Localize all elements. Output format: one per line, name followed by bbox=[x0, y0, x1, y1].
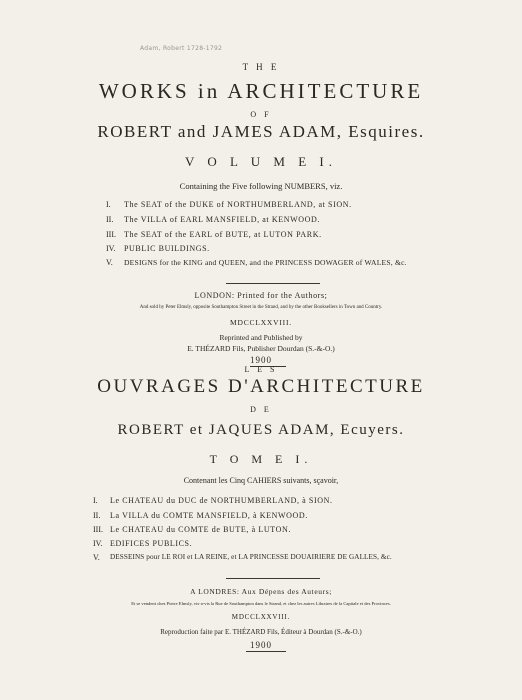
en-number-5-num: V. bbox=[106, 258, 113, 267]
fr-main-title: OUVRAGES D'ARCHITECTURE bbox=[97, 376, 425, 397]
fr-de: D E bbox=[250, 405, 272, 414]
fr-number-3-num: III. bbox=[93, 525, 103, 534]
en-reprint-year: 1900 bbox=[250, 355, 272, 365]
en-main-title: WORKS in ARCHITECTURE bbox=[98, 79, 424, 103]
en-year: MDCCLXXVIII. bbox=[230, 318, 292, 327]
fr-number-4-num: IV. bbox=[93, 539, 103, 548]
en-volume: V O L U M E I. bbox=[185, 154, 337, 169]
fr-containing: Contenant les Cinq CAHIERS suivants, sçavoir, bbox=[183, 476, 339, 485]
fr-tome: T O M E I. bbox=[209, 452, 313, 466]
fr-reprint-year: 1900 bbox=[250, 640, 272, 650]
en-reprint-line-1: Reprinted and Published by bbox=[219, 333, 303, 342]
fr-year-rule bbox=[246, 651, 286, 652]
fr-number-3-text: Le CHATEAU du COMTE de BUTE, à LUTON. bbox=[110, 525, 291, 534]
en-number-3-num: III. bbox=[106, 230, 116, 239]
fr-divider bbox=[226, 578, 320, 579]
fr-year: MDCCLXXVIII. bbox=[231, 613, 291, 621]
fr-imprint: A LONDRES: Aux Dépens des Auteurs; bbox=[190, 587, 332, 596]
en-number-3-text: The SEAT of the EARL of BUTE, at LUTON PARK. bbox=[124, 230, 322, 239]
en-of: O F bbox=[250, 110, 272, 119]
en-imprint: LONDON: Printed for the Authors; bbox=[194, 291, 328, 300]
fr-authors: ROBERT et JAQUES ADAM, Ecuyers. bbox=[117, 422, 405, 438]
en-authors: ROBERT and JAMES ADAM, Esquires. bbox=[97, 122, 425, 141]
pencil-annotation: Adam, Robert 1728-1792 bbox=[140, 45, 223, 52]
en-number-5-text: DESIGNS for the KING and QUEEN, and the PRINCESS DOWAGER of WALES, &c. bbox=[124, 258, 407, 267]
en-sold-by: And sold by Peter Elmsly, opposite Southampton Street in the Strand, and by the other Booksellers in Town and Country. bbox=[139, 305, 383, 310]
en-number-2-text: The VILLA of EARL MANSFIELD, at KENWOOD. bbox=[124, 215, 320, 224]
en-number-4-text: PUBLIC BUILDINGS. bbox=[124, 244, 210, 253]
fr-number-4-text: EDIFICES PUBLICS. bbox=[110, 539, 193, 548]
en-reprint-line-2: E. THÉZARD Fils, Publisher Dourdan (S.-&-O.) bbox=[187, 344, 335, 353]
fr-sold-by: Et se vendent chez Pierre Elmsly, vis-a-vis la Rue de Southampton dans le Strand, et chez les autres Libraires de la Capitale et des Provinces. bbox=[131, 601, 391, 606]
fr-reprint: Reproduction faite par E. THÉZARD Fils, Éditeur à Dourdan (S.-&-O.) bbox=[160, 628, 362, 636]
fr-number-1-text: Le CHATEAU du DUC de NORTHUMBERLAND, à SION. bbox=[110, 496, 333, 505]
fr-number-5-text: DESSEINS pour LE ROI et LA REINE, et LA PRINCESSE DOUAIRIERE DE GALLES, &c. bbox=[110, 553, 392, 561]
en-divider bbox=[226, 283, 320, 284]
en-number-1-text: The SEAT of the DUKE of NORTHUMBERLAND, at SION. bbox=[124, 200, 352, 209]
en-number-1-num: I. bbox=[106, 200, 111, 209]
fr-number-1-num: I. bbox=[93, 496, 98, 505]
fr-number-2-num: II. bbox=[93, 511, 101, 520]
en-the: T H E bbox=[242, 62, 280, 72]
en-number-4-num: IV. bbox=[106, 244, 116, 253]
fr-les: L E S bbox=[244, 365, 278, 374]
fr-number-2-text: La VILLA du COMTE MANSFIELD, à KENWOOD. bbox=[110, 511, 308, 520]
en-number-2-num: II. bbox=[106, 215, 114, 224]
fr-number-5-num: V. bbox=[93, 553, 100, 562]
en-containing: Containing the Five following NUMBERS, viz. bbox=[179, 181, 343, 191]
